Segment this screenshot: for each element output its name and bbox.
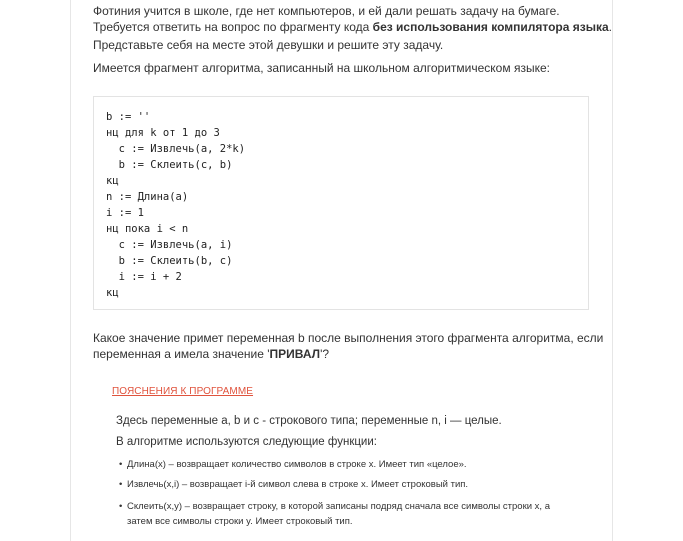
code-line: i := i + 2 (106, 271, 182, 283)
question-value: ПРИВАЛ (269, 347, 321, 361)
code-block (93, 96, 589, 310)
list-item-text: Длина(x) – возвращает количество символов в строке x. Имеет тип «целое». (127, 459, 467, 470)
code-line: нц для k от 1 до 3 (106, 127, 220, 139)
list-item (119, 477, 469, 492)
explanation-funcs-intro: В алгоритме используются следующие функции: (116, 436, 377, 448)
bullet-icon: • (119, 479, 123, 490)
list-item-text: Склеить(x,y) – возвращает строку, в которой записаны подряд сначала все символы строки x, а (127, 501, 550, 512)
code-line: c := Извлечь(a, i) (106, 239, 233, 251)
code-line: кц (106, 175, 119, 187)
intro-line-2-end: . (608, 20, 613, 34)
intro-line-2-bold: без использования компилятора языка (372, 20, 609, 34)
intro-line-3: Представьте себя на месте этой девушки и решите эту задачу. (93, 38, 444, 52)
code-line: нц пока i < n (106, 223, 189, 235)
code-line: кц (106, 287, 119, 299)
list-item-continuation: затем все символы строки y. Имеет строковый тип. (127, 516, 353, 527)
question-line-2 (93, 346, 329, 362)
list-item (119, 499, 550, 514)
intro-line-2 (93, 19, 612, 35)
code-line: b := Склеить(b, c) (106, 255, 233, 267)
code-line: n := Длина(a) (106, 191, 189, 203)
bullet-icon: • (119, 459, 123, 470)
intro-line-4: Имеется фрагмент алгоритма, записанный на школьном алгоритмическом языке: (93, 61, 550, 75)
explanation-vars: Здесь переменные a, b и c - строкового типа; переменные n, i — целые. (116, 415, 502, 427)
code-line: b := Склеить(c, b) (106, 159, 233, 171)
list-item (119, 457, 467, 472)
code-line: b := '' (106, 111, 151, 123)
question-line-1: Какое значение примет переменная b после выполнения этого фрагмента алгоритма, если (93, 331, 604, 345)
intro-line-2-text: Требуется ответить на вопрос по фрагменту кода (93, 20, 373, 34)
question-line-2-end: '? (320, 347, 330, 361)
bullet-icon: • (119, 501, 123, 512)
code-line: i := 1 (106, 207, 144, 219)
explanation-link[interactable]: ПОЯСНЕНИЯ К ПРОГРАММЕ (112, 386, 254, 397)
question-line-2-text: переменная а имела значение ' (93, 347, 270, 361)
code-line: c := Извлечь(a, 2*k) (106, 143, 246, 155)
intro-line-1: Фотиния учится в школе, где нет компьютеров, и ей дали решать задачу на бумаге. (93, 4, 560, 18)
list-item-text: Извлечь(x,i) – возвращает i-й символ слева в строке x. Имеет строковый тип. (127, 479, 469, 490)
